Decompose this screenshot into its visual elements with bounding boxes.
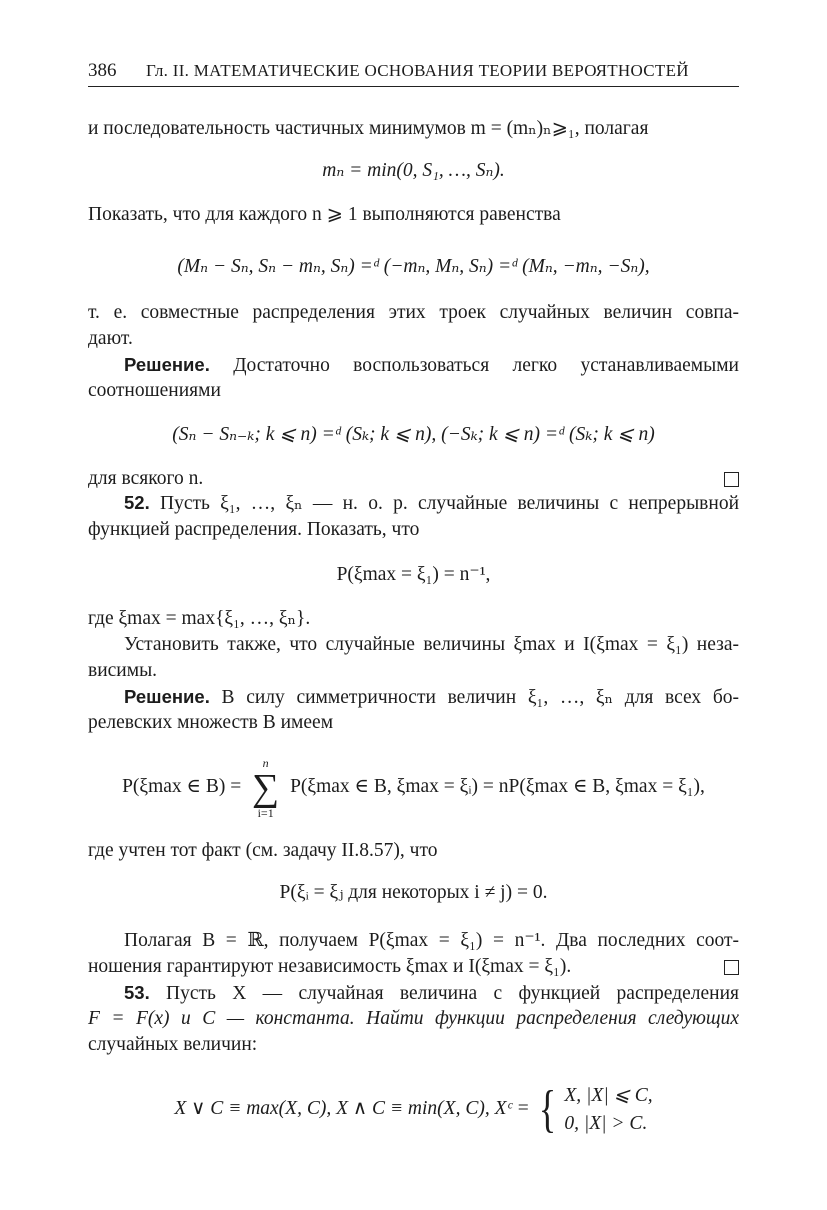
formula-zero-probability: P(ξᵢ = ξⱼ для некоторых i ≠ j) = 0.: [279, 882, 548, 903]
solution-text: В силу симметричности величин ξ₁, …, ξₙ для всех бо-: [221, 687, 739, 708]
running-title: Гл. II. МАТЕМАТИЧЕСКИЕ ОСНОВАНИЯ ТЕОРИИ ВЕРОЯТНОСТЕЙ: [146, 61, 689, 80]
text-line: Показать, что для каждого n ⩾ 1 выполняются равенства: [88, 204, 561, 225]
cases-brace: {: [538, 1080, 556, 1138]
qed-box: [724, 472, 739, 487]
solution-label: Решение.: [124, 354, 210, 375]
cases-block: [564, 1082, 652, 1138]
case-line: 0, |X| > C.: [564, 1112, 648, 1134]
text-line: для всякого n.: [88, 468, 204, 489]
text-line: Полагая B = ℝ, получаем P(ξmax = ξ₁) = n⁻¹. Два последних соот-: [124, 930, 739, 951]
sum-sign: ∑: [252, 766, 280, 809]
text-line: соотношениями: [88, 380, 221, 401]
problem-53-paragraph: [88, 980, 739, 1007]
formula-max-min-truncation: [88, 1078, 739, 1140]
formula-triple-equality: (Mₙ − Sₙ, Sₙ − mₙ, Sₙ) =ᵈ (−mₙ, Mₙ, Sₙ) =ᵈ (Mₙ, −mₙ, −Sₙ),: [177, 256, 650, 277]
formula-probability: P(ξmax = ξ₁) = n⁻¹,: [336, 564, 491, 585]
problem-number: 53.: [124, 982, 150, 1003]
text-line: где ξmax = max{ξ₁, …, ξₙ}.: [88, 608, 311, 629]
text-line: релевских множеств B имеем: [88, 712, 334, 733]
problem-52-paragraph: [88, 490, 739, 517]
text-line: и последовательность частичных минимумов m = (mₙ)ₙ⩾₁, полагая: [88, 118, 649, 139]
solution-text: Достаточно воспользоваться легко устанавливаемыми: [233, 355, 739, 376]
formula-sum-left: P(ξmax ∈ B) =: [122, 776, 242, 797]
solution-paragraph: [88, 684, 739, 711]
page-number: 386: [88, 60, 117, 81]
problem-number: 52.: [124, 492, 150, 513]
text-line: т. е. совместные распределения этих троек случайных величин совпа-: [88, 302, 739, 323]
sum-lower-limit: i=1: [257, 805, 274, 820]
case-line: X, |X| ⩽ C,: [564, 1084, 653, 1106]
text-line: случайных величин:: [88, 1034, 258, 1055]
problem-text: Пусть ξ₁, …, ξₙ — н. о. р. случайные величины с непрерывной: [160, 493, 739, 514]
sum-upper-limit: n: [262, 755, 269, 770]
formula-sum: [88, 752, 739, 822]
text-line: F = F(x) и C — константа. Найти функции распределения следующих: [88, 1008, 739, 1029]
text-line: ношения гарантируют независимость ξmax и I(ξmax = ξ₁).: [88, 956, 572, 977]
formula-sum-right: P(ξmax ∈ B, ξmax = ξᵢ) = nP(ξmax ∈ B, ξmax = ξ₁),: [290, 776, 705, 797]
summation: [252, 757, 279, 819]
text-line: где учтен тот факт (см. задачу II.8.57), что: [88, 840, 438, 861]
text-line: висимы.: [88, 660, 158, 681]
text-line: Установить также, что случайные величины ξmax и I(ξmax = ξ₁) неза-: [124, 634, 739, 655]
qed-box: [724, 960, 739, 975]
formula-max-min: X ∨ C ≡ max(X, C), X ∧ C ≡ min(X, C), Xᶜ =: [174, 1098, 530, 1119]
running-header: [88, 58, 739, 87]
problem-text: Пусть X — случайная величина с функцией распределения: [166, 983, 740, 1004]
text-line: дают.: [88, 328, 133, 349]
solution-paragraph: [88, 352, 739, 379]
text-line: функцией распределения. Показать, что: [88, 519, 420, 540]
formula-partial-minimum: mₙ = min(0, S₁, …, Sₙ).: [322, 160, 505, 181]
formula-relations: (Sₙ − Sₙ₋ₖ; k ⩽ n) =ᵈ (Sₖ; k ⩽ n), (−Sₖ; k ⩽ n) =ᵈ (Sₖ; k ⩽ n): [172, 424, 655, 445]
solution-label: Решение.: [124, 686, 210, 707]
